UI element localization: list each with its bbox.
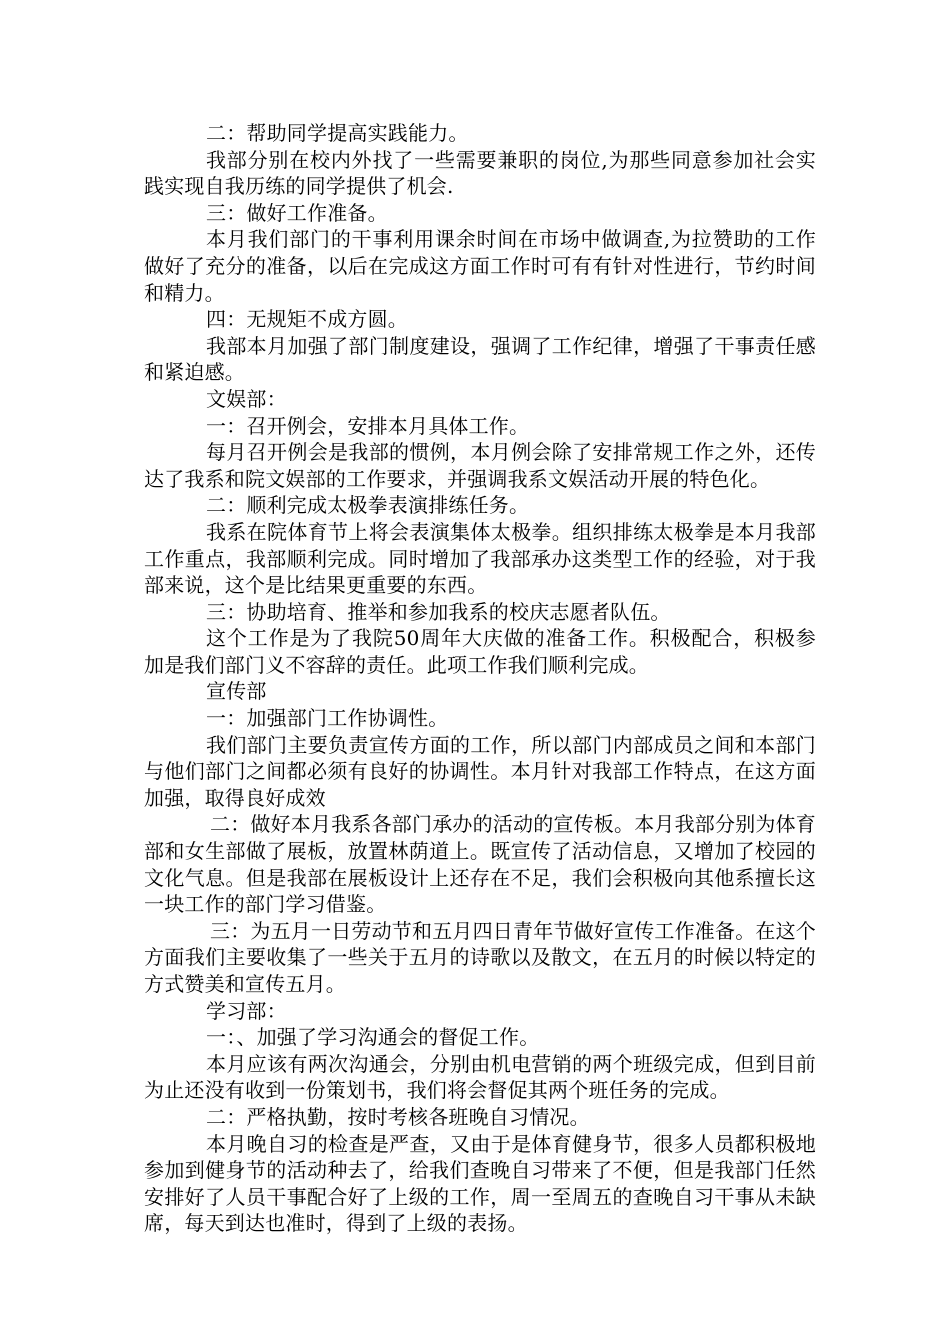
section-heading: 三：协助培育、推举和参加我系的校庆志愿者队伍。 bbox=[206, 599, 671, 624]
department-heading: 宣传部 bbox=[206, 679, 267, 704]
section-heading: 一：召开例会，安排本月具体工作。 bbox=[206, 413, 530, 438]
body-paragraph: 三：为五月一日劳动节和五月四日青年节做好宣传工作准备。在这个方面我们主要收集了一些关于五月的诗歌以及散文，在五月的时候以特定的方式赞美和宣传五月。 bbox=[144, 918, 816, 996]
section-heading: 二：帮助同学提高实践能力。 bbox=[206, 121, 469, 145]
section-heading: 一：加强部门工作协调性。 bbox=[206, 706, 449, 731]
body-paragraph: 每月召开例会是我部的惯例，本月例会除了安排常规工作之外，还传达了我系和院文娱部的工作要求，并强调我系文娱活动开展的特色化。 bbox=[144, 440, 816, 491]
body-paragraph: 我部分别在校内外找了一些需要兼职的岗位,为那些同意参加社会实践实现自我历练的同学提供了机会. bbox=[144, 147, 816, 199]
section-heading: 四：无规矩不成方圆。 bbox=[206, 307, 408, 332]
section-heading: 二：顺利完成太极拳表演排练任务。 bbox=[206, 493, 530, 518]
department-heading: 学习部： bbox=[206, 998, 287, 1023]
body-paragraph: 这个工作是为了我院50周年大庆做的准备工作。积极配合，积极参加是我们部门义不容辞的责任。此项工作我们顺利完成。 bbox=[144, 626, 816, 677]
section-heading: 一：、加强了学习沟通会的督促工作。 bbox=[206, 1025, 540, 1050]
body-paragraph: 我部本月加强了部门制度建设，强调了工作纪律，增强了干事责任感和紧迫感。 bbox=[144, 333, 816, 385]
document-body bbox=[144, 120, 816, 1237]
body-paragraph: 本月应该有两次沟通会，分别由机电营销的两个班级完成，但到目前为止还没有收到一份策划书，我们将会督促其两个班任务的完成。 bbox=[144, 1051, 816, 1103]
section-heading: 二：严格执勤，按时考核各班晚自习情况。 bbox=[206, 1104, 590, 1129]
section-heading: 三：做好工作准备。 bbox=[206, 200, 388, 225]
department-heading: 文娱部： bbox=[206, 386, 287, 411]
body-paragraph: 我系在院体育节上将会表演集体太极拳。组织排练太极拳是本月我部工作重点，我部顺利完成。同时增加了我部承办这类型工作的经验，对于我部来说，这个是比结果更重要的东西。 bbox=[144, 519, 816, 598]
body-paragraph: 二：做好本月我系各部门承办的活动的宣传板。本月我部分别为体育部和女生部做了展板，放置林荫道上。既宣传了活动信息，又增加了校园的文化气息。但是我部在展板设计上还存在不足，我们会积极向其他系擅长这一块工作的部门学习借鉴。 bbox=[144, 812, 816, 917]
body-paragraph: 我们部门主要负责宣传方面的工作，所以部门内部成员之间和本部门与他们部门之间都必须有良好的协调性。本月针对我部工作特点，在这方面加强，取得良好成效 bbox=[144, 732, 816, 810]
body-paragraph: 本月晚自习的检查是严查，又由于是体育健身节，很多人员都积极地参加到健身节的活动种去了，给我们查晚自习带来了不便，但是我部门任然安排好了人员干事配合好了上级的工作，周一至周五的查晚自习干事从未缺席，每天到达也准时，得到了上级的表扬。 bbox=[144, 1131, 816, 1236]
body-paragraph: 本月我们部门的干事利用课余时间在市场中做调查,为拉赞助的工作做好了充分的准备，以后在完成这方面工作时可有有针对性进行，节约时间和精力。 bbox=[144, 227, 816, 305]
